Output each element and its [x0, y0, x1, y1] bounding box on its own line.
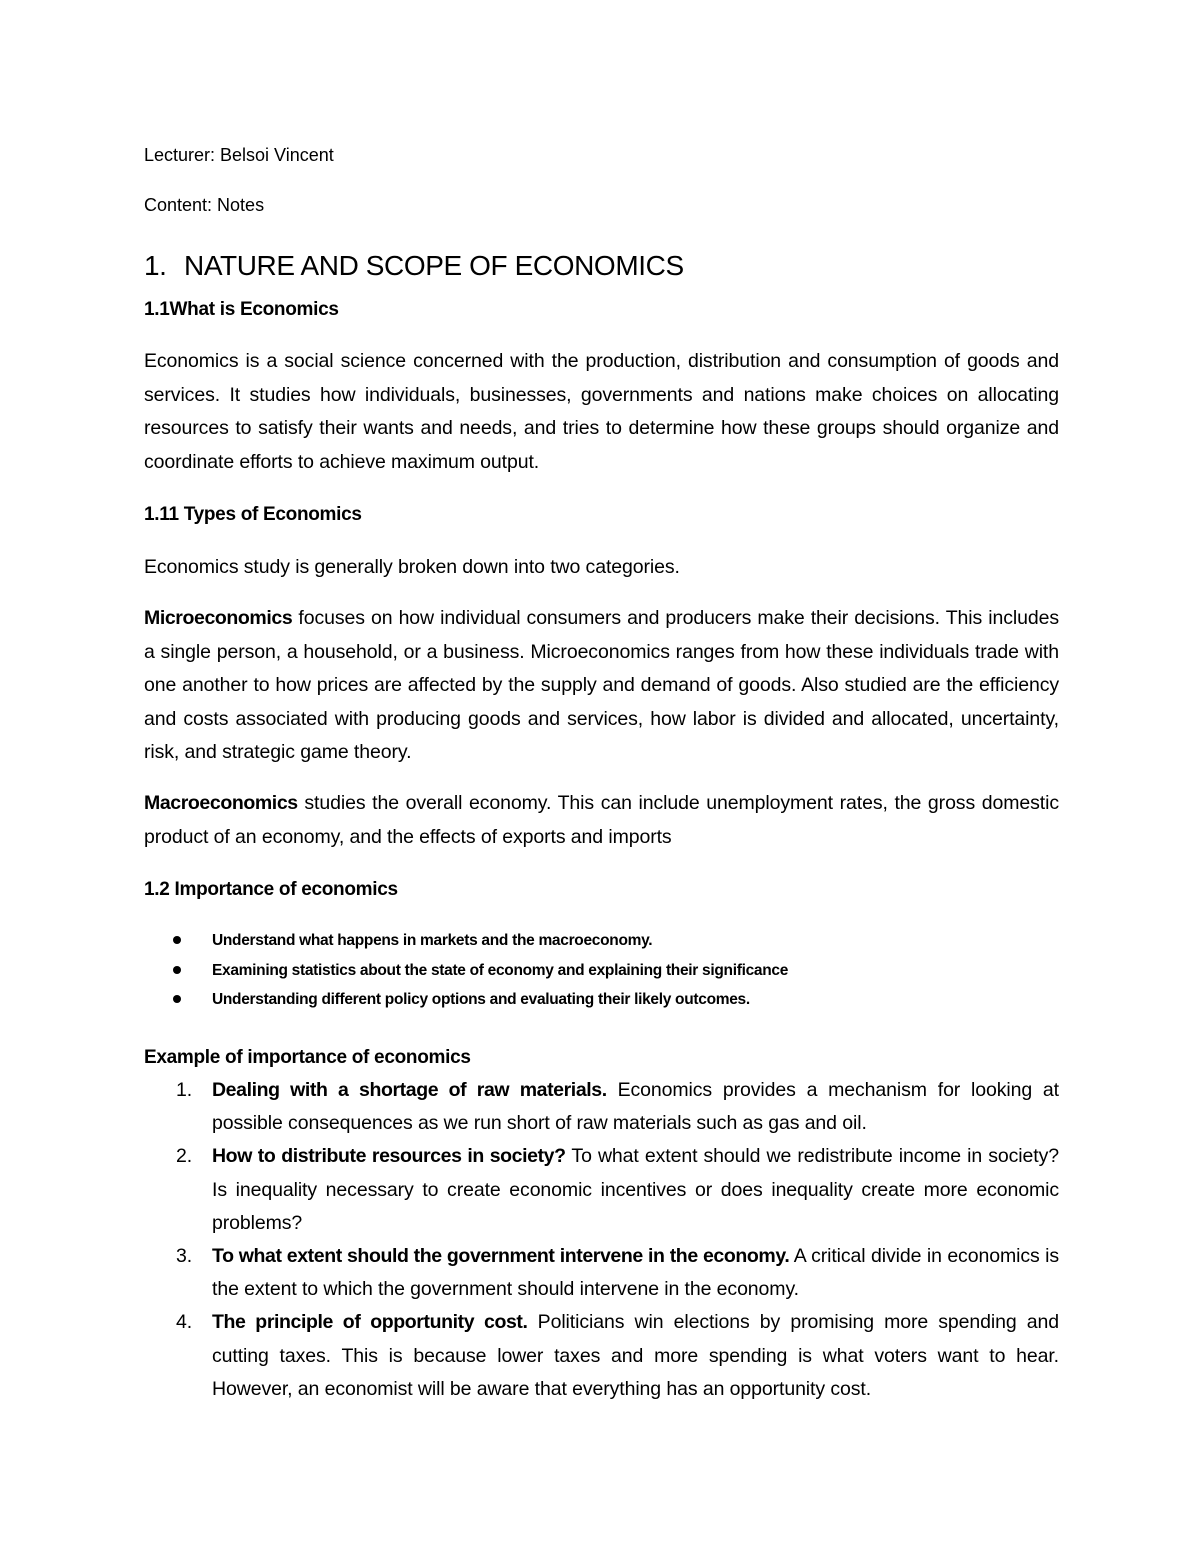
paragraph-definition: Economics is a social science concerned with the production, distribution and consumption of goods and services. It studies how individuals, businesses, governments and nations make choices on allocating resources to satisfy their wants and needs, and tries to determine how these groups should organize and coordinate efforts to achieve maximum output.: [144, 350, 1059, 473]
example-term: Dealing with a shortage of raw materials.: [212, 1079, 607, 1101]
list-number: 3.: [176, 1245, 193, 1268]
macroeconomics-text: studies the overall economy. This can include unemployment rates, the gross domestic product of an economy, and the effects of exports and imports: [144, 792, 1059, 848]
list-number: 2.: [176, 1145, 193, 1168]
bullet-icon: [173, 995, 181, 1003]
paragraph-types-intro: Economics study is generally broken down into two categories.: [144, 556, 680, 578]
example-term: To what extent should the government intervene in the economy.: [212, 1245, 790, 1268]
section-heading-examples: Example of importance of economics: [144, 1047, 471, 1068]
list-item: Understand what happens in markets and the macroeconomy.: [144, 926, 1059, 956]
chapter-title: [144, 248, 684, 284]
paragraph-microeconomics: [144, 602, 1059, 770]
section-heading-importance: 1.2 Importance of economics: [144, 879, 398, 900]
list-item: [144, 1074, 1059, 1140]
section-heading-types: 1.11 Types of Economics: [144, 504, 362, 525]
microeconomics-text: focuses on how individual consumers and producers make their decisions. This includes a single person, a household, or a business. Microeconomics ranges from how these individuals trade with one another to how prices are affected by the supply and demand of goods. Also studied are the efficiency and costs associated with producing goods and services, how labor is divided and allocated, uncertainty, risk, and strategic game theory.: [144, 607, 1059, 763]
examples-numbered-list: [144, 1074, 1059, 1406]
paragraph-macroeconomics: [144, 787, 1059, 854]
list-item: [144, 1240, 1059, 1306]
chapter-number: 1.: [144, 250, 167, 281]
list-item: Examining statistics about the state of economy and explaining their significance: [144, 956, 1059, 986]
list-number: 1.: [176, 1079, 193, 1101]
example-text: Economics provides a mechanism for looking at possible consequences as we run short of raw materials such as gas and oil.: [212, 1079, 1059, 1135]
bullet-icon: [173, 936, 181, 944]
importance-bullet-list: [144, 926, 1059, 1015]
example-text: A critical divide in economics is the extent to which the government should intervene in the economy.: [212, 1245, 1059, 1301]
bullet-icon: [173, 966, 181, 974]
list-item: [144, 1306, 1059, 1406]
section-heading-what-is-economics: 1.1What is Economics: [144, 299, 339, 320]
list-item: Understanding different policy options and evaluating their likely outcomes.: [144, 985, 1059, 1015]
content-line: Content: Notes: [144, 195, 265, 215]
example-text: To what extent should we redistribute income in society? Is inequality necessary to create economic incentives or does inequality create more economic problems?: [212, 1145, 1060, 1234]
lecturer-line: Lecturer: Belsoi Vincent: [144, 145, 334, 165]
term-microeconomics: Microeconomics: [144, 607, 293, 629]
example-term: The principle of opportunity cost.: [212, 1311, 528, 1334]
chapter-title-text: NATURE AND SCOPE OF ECONOMICS: [184, 250, 684, 281]
list-number: 4.: [176, 1311, 193, 1334]
example-term: How to distribute resources in society?: [212, 1145, 566, 1168]
example-text: Politicians win elections by promising more spending and cutting taxes. This is because lower taxes and more spending is what voters want to hear. However, an economist will be aware that everything has an opportunity cost.: [212, 1311, 1059, 1400]
list-item: [144, 1140, 1059, 1240]
term-macroeconomics: Macroeconomics: [144, 792, 298, 814]
